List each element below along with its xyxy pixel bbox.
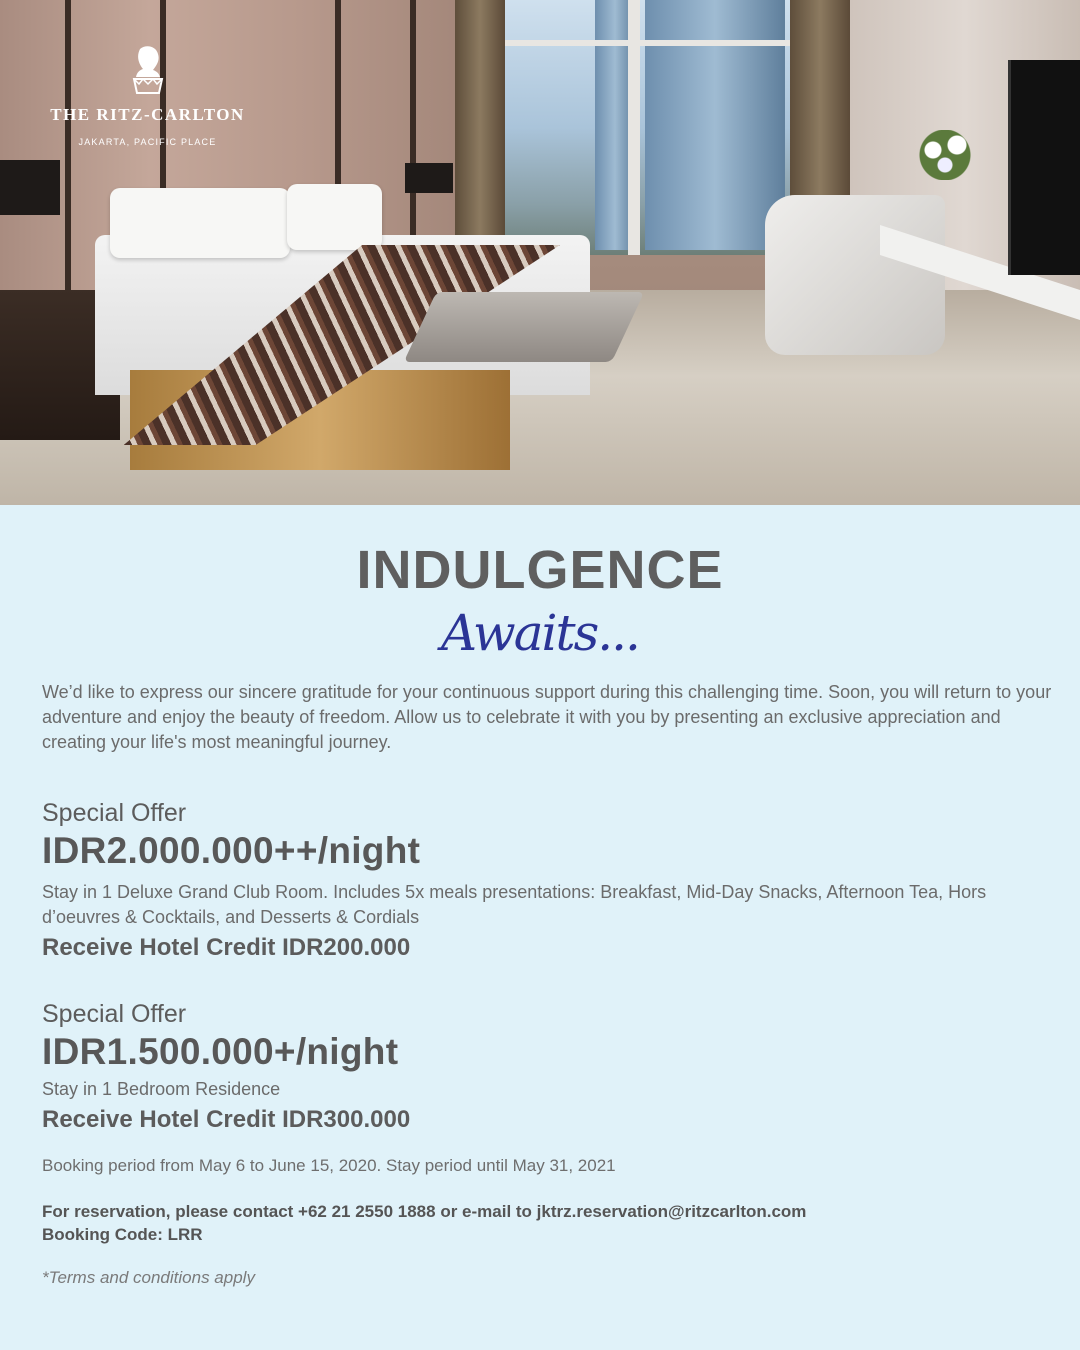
- offer-label: Special Offer: [42, 1000, 187, 1028]
- offer-description: Stay in 1 Bedroom Residence: [42, 1079, 281, 1099]
- lion-crown-icon: [130, 45, 166, 97]
- headline-main: INDULGENCE: [356, 540, 724, 600]
- headline: [0, 540, 1080, 664]
- offer-price: IDR1.500.000+/night: [42, 1031, 399, 1072]
- brand-name: THE RITZ-CARLTON: [50, 105, 245, 124]
- terms-note: *Terms and conditions apply: [42, 1268, 255, 1287]
- headline-script: Awaits...: [441, 604, 639, 662]
- contact-line: For reservation, please contact +62 21 2550 1888 or e-mail to jktrz.reservation@ritzcarlton.com: [42, 1202, 807, 1221]
- offer-content: [42, 680, 1052, 1288]
- contact-info: [42, 1200, 1052, 1246]
- offer-2: [42, 1000, 1052, 1134]
- offer-label: Special Offer: [42, 799, 187, 827]
- offer-1: [42, 799, 1052, 962]
- brand-location: JAKARTA, PACIFIC PLACE: [78, 137, 217, 147]
- offer-description: Stay in 1 Deluxe Grand Club Room. Includes 5x meals presentations: Breakfast, Mid-Day Snacks, Afternoon Tea, Hors d’oeuvres & Cocktails, and Desserts & Cordials: [42, 882, 987, 927]
- intro-text: We’d like to express our sincere gratitude for your continuous support during this challenging time. Soon, you will return to your adventure and enjoy the beauty of freedom. Allow us to celebrate it with you by presenting an exclusive appreciation and creating your life's most meaningful journey.: [42, 682, 1052, 752]
- ritz-carlton-logo: [40, 45, 255, 147]
- offer-credit: Receive Hotel Credit IDR200.000: [42, 934, 411, 961]
- booking-code: Booking Code: LRR: [42, 1225, 203, 1244]
- offer-price: IDR2.000.000++/night: [42, 830, 421, 871]
- offer-credit: Receive Hotel Credit IDR300.000: [42, 1106, 411, 1133]
- booking-period: Booking period from May 6 to June 15, 2020. Stay period until May 31, 2021: [42, 1156, 616, 1175]
